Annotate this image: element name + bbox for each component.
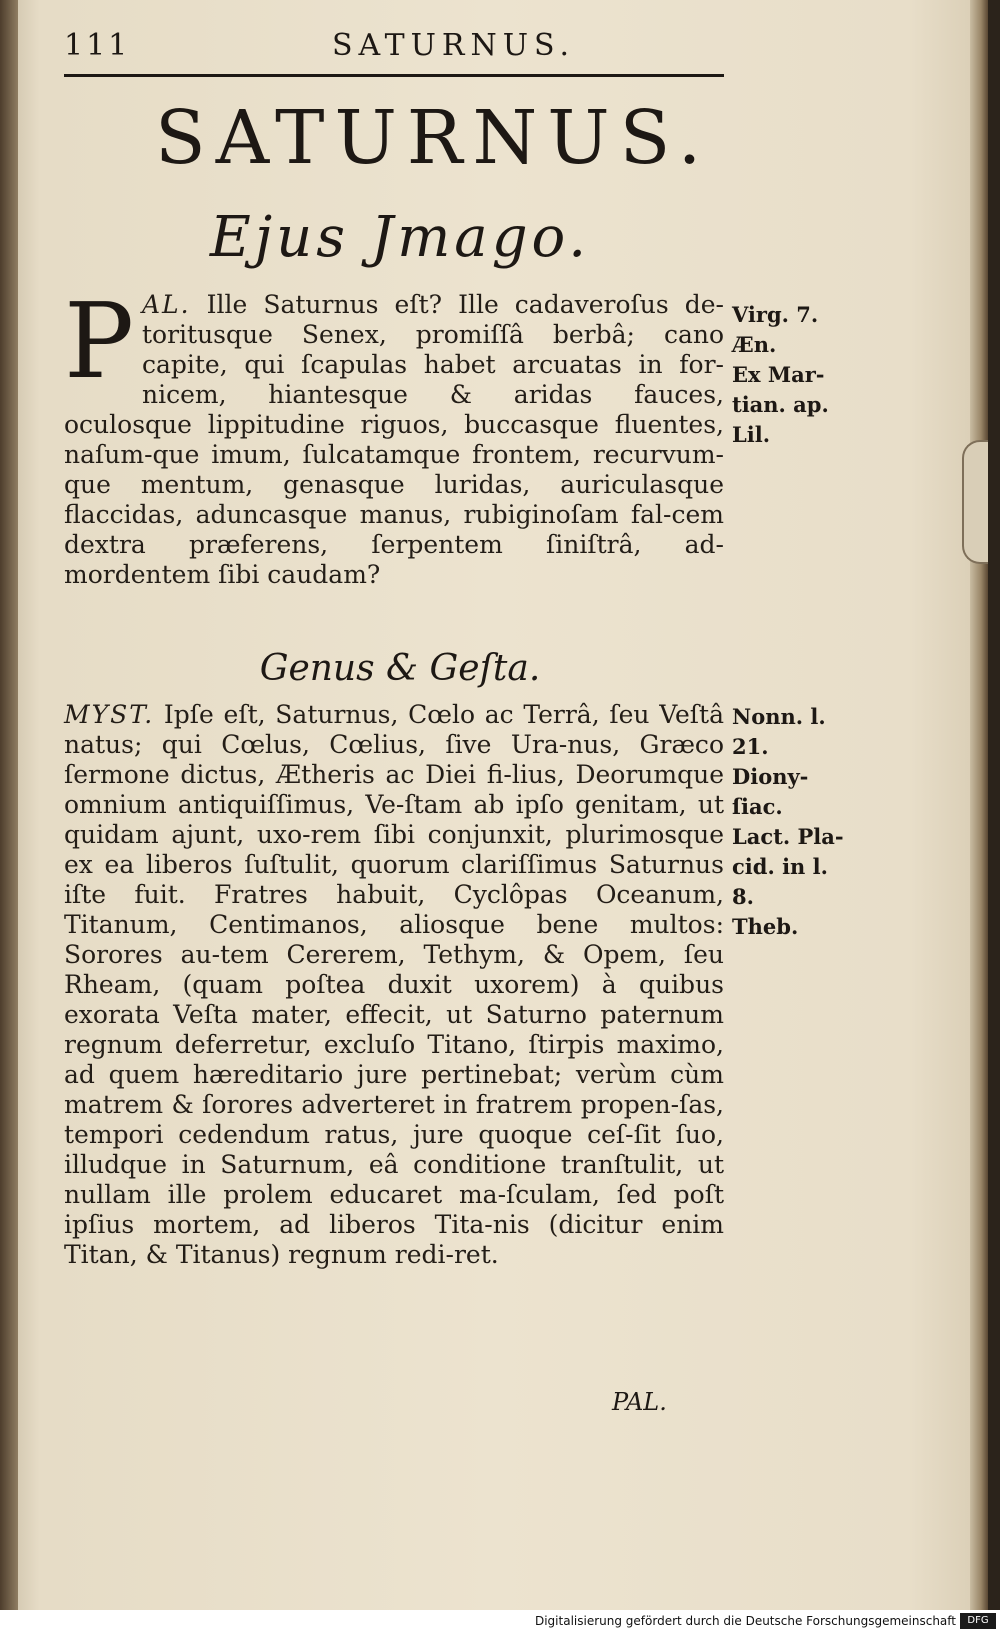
running-head: SATURNUS.: [332, 28, 576, 63]
section-heading: Genus & Geſta.: [259, 648, 541, 689]
speaker-label: AL.: [141, 290, 191, 319]
footer-bar: [0, 1610, 1000, 1633]
margin-note: Æn.: [732, 332, 777, 357]
footer-credit: Digitalisierung gefördert durch die Deutsche Forschungsgemeinschaft: [534, 1614, 956, 1628]
margin-note: ſiac.: [732, 794, 783, 819]
page-edge: [970, 0, 988, 1610]
section-imago-text: [64, 280, 724, 590]
speaker-label: MYST.: [64, 700, 155, 729]
margin-note: tian. ap.: [732, 392, 829, 417]
margin-note: Lil.: [732, 422, 771, 447]
page-subtitle: Ejus Jmago.: [209, 205, 591, 270]
margin-note: Nonn. l.: [732, 704, 826, 729]
margin-note: Theb.: [732, 914, 799, 939]
bleed-through-text: [20, 580, 48, 1380]
margin-note: Lact. Pla-: [732, 824, 844, 849]
page-tab-clip: [962, 440, 988, 564]
margin-note: Virg. 7.: [732, 302, 819, 327]
catchword: PAL.: [612, 1388, 667, 1416]
section-genus-text: [64, 700, 724, 1270]
margin-notes-1: [732, 300, 852, 450]
page-title: SATURNUS.: [155, 95, 712, 181]
paragraph: Ipſe eſt, Saturnus, Cœlo ac Terrâ, ſeu Veſtâ natus; qui Cœlus, Cœlius, ſive Ura-nus, Græco ſermone dictus, Ætheris ac Diei fi-lius, Deorumque omnium antiquiſſimus, Ve-ſtam ab ipſo genitam, ut quidam ajunt, uxo-rem ſibi conjunxit, plurimosque ex ea liberos ſuſtulit, quorum clariſſimus Saturnus iſte fuit. Fratres habuit, Cyclôpas Oceanum, Titanum, Centimanos, aliosque bene multos: Sorores au-tem Cererem, Tethym, & Opem, ſeu Rheam, (quam poſtea duxit uxorem) à quibus exorata Veſta mater, effecit, ut Saturno paternum regnum deferretur, excluſo Titano, ſtirpis maximo, ad quem hæreditario jure pertinebat; verùm cùm matrem & ſorores adverteret in fratrem propen-ſas, tempori cedendum ratus, jure quoque ceſ-ſit ſuo, illudque in Saturnum, eâ conditione tranſtulit, ut nullam ille prolem educaret ma-ſculam, ſed poſt ipſius mortem, ad liberos Tita-nis (dicitur enim Titan, & Titanus) regnum redi-ret.: [64, 700, 724, 1269]
page-number: 111: [64, 28, 131, 63]
margin-notes-2: [732, 702, 852, 942]
margin-note: Ex Mar-: [732, 362, 825, 387]
facing-page-edge: [0, 0, 18, 1610]
margin-note: cid. in l. 8.: [732, 854, 828, 909]
paragraph: Ille Saturnus eſt? Ille cadaveroſus de-toritusque Senex, promiſſâ berbâ; cano capite, qui ſcapulas habet arcuatas in for-nicem, hiantesque & aridas fauces, oculosque lippitudine riguos, buccasque fluentes, naſum-que imum, ſulcatamque frontem, recurvum-que mentum, genasque luridas, auriculasque flaccidas, aduncasque manus, rubiginoſam fal-cem dextra præferens, ſerpentem ſiniſtrâ, ad-mordentem ſibi caudam?: [64, 290, 724, 589]
header-rule: [64, 74, 724, 77]
drop-cap: P: [64, 280, 134, 402]
margin-note: 21. Diony-: [732, 734, 809, 789]
dfg-logo: DFG: [960, 1613, 996, 1629]
running-header: [64, 22, 724, 82]
